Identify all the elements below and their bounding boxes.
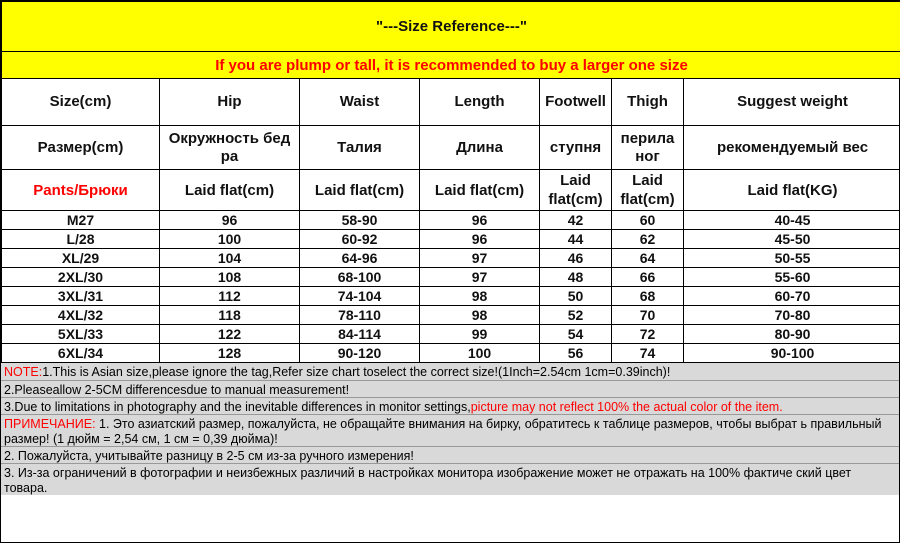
pants-label: Pants/Брюки	[2, 170, 160, 211]
chart-title: "---Size Reference---"	[2, 2, 900, 52]
value-cell: 68-100	[300, 268, 420, 287]
header-cell: Size(cm)	[2, 79, 160, 126]
header-cell: Талия	[300, 126, 420, 170]
value-cell: 62	[612, 230, 684, 249]
header-cell: Laid flat(cm)	[300, 170, 420, 211]
note-text: 2. Пожалуйста, учитывайте разницу в 2-5 см из-за ручного измерения!	[4, 449, 414, 463]
value-cell: 74-104	[300, 287, 420, 306]
note-text: 1.This is Asian size,please ignore the tag,Refer size chart toselect the correct size!(1Inch=2.54cm 1cm=0.39inch)!	[42, 365, 671, 379]
notes-section	[1, 363, 899, 495]
header-cell: Waist	[300, 79, 420, 126]
value-cell: 68	[612, 287, 684, 306]
size-cell: 3XL/31	[2, 287, 160, 306]
note-prefix: NOTE:	[4, 365, 43, 379]
value-cell: 80-90	[684, 325, 900, 344]
value-cell: 56	[540, 344, 612, 363]
value-cell: 108	[160, 268, 300, 287]
value-cell: 118	[160, 306, 300, 325]
header-cell: ступня	[540, 126, 612, 170]
size-cell: 6XL/34	[2, 344, 160, 363]
header-cell: Laid flat(cm)	[160, 170, 300, 211]
table-row	[2, 325, 900, 344]
header-cell: Laid flat(KG)	[684, 170, 900, 211]
note-highlight: picture may not reflect 100% the actual color of the item.	[470, 400, 783, 414]
value-cell: 112	[160, 287, 300, 306]
value-cell: 97	[420, 249, 540, 268]
value-cell: 44	[540, 230, 612, 249]
header-cell: Laid flat(cm)	[420, 170, 540, 211]
value-cell: 122	[160, 325, 300, 344]
header-cell: перила ног	[612, 126, 684, 170]
table-row	[2, 268, 900, 287]
value-cell: 58-90	[300, 211, 420, 230]
size-cell: 4XL/32	[2, 306, 160, 325]
header-cell: Suggest weight	[684, 79, 900, 126]
size-cell: XL/29	[2, 249, 160, 268]
value-cell: 90-120	[300, 344, 420, 363]
header-cell: Length	[420, 79, 540, 126]
header-cell: Hip	[160, 79, 300, 126]
size-cell: L/28	[2, 230, 160, 249]
value-cell: 60	[612, 211, 684, 230]
value-cell: 70	[612, 306, 684, 325]
value-cell: 90-100	[684, 344, 900, 363]
note-text: 3.Due to limitations in photography and the inevitable differences in monitor settings,	[4, 400, 471, 414]
note-4	[1, 414, 899, 446]
note-3	[1, 397, 899, 414]
header-cell: рекомендуемый вес	[684, 126, 900, 170]
note-text: 1. Это азиатский размер, пожалуйста, не обращайте внимания на бирку, обратитесь к таблице размеров, чтобы выбрат ь правильный размер! (1 дюйм = 2,54 см, 1 см = 0,39 дюйма)!	[4, 417, 882, 446]
value-cell: 48	[540, 268, 612, 287]
value-cell: 66	[612, 268, 684, 287]
value-cell: 100	[160, 230, 300, 249]
note-2	[1, 380, 899, 397]
header-cell: Размер(cm)	[2, 126, 160, 170]
value-cell: 78-110	[300, 306, 420, 325]
value-cell: 55-60	[684, 268, 900, 287]
value-cell: 40-45	[684, 211, 900, 230]
size-table	[1, 1, 900, 363]
table-row	[2, 230, 900, 249]
value-cell: 74	[612, 344, 684, 363]
note-prefix: ПРИМЕЧАНИЕ:	[4, 417, 96, 431]
header-cell: Длина	[420, 126, 540, 170]
value-cell: 97	[420, 268, 540, 287]
value-cell: 60-92	[300, 230, 420, 249]
size-warning: If you are plump or tall, it is recommended to buy a larger one size	[2, 52, 900, 79]
value-cell: 100	[420, 344, 540, 363]
header-cell: Laid flat(cm)	[540, 170, 612, 211]
header-row-ru	[2, 126, 900, 170]
note-text: 2.Pleaseallow 2-5CM differencesdue to manual measurement!	[4, 383, 350, 397]
value-cell: 42	[540, 211, 612, 230]
value-cell: 96	[160, 211, 300, 230]
value-cell: 52	[540, 306, 612, 325]
value-cell: 70-80	[684, 306, 900, 325]
note-text: 3. Из-за ограничений в фотографии и неизбежных различий в настройках монитора изображение может не отражать на 100% фактиче ский цвет товара.	[4, 466, 852, 495]
size-cell: M27	[2, 211, 160, 230]
value-cell: 99	[420, 325, 540, 344]
header-cell: Thigh	[612, 79, 684, 126]
note-1	[1, 363, 899, 380]
value-cell: 128	[160, 344, 300, 363]
value-cell: 96	[420, 211, 540, 230]
value-cell: 46	[540, 249, 612, 268]
value-cell: 50	[540, 287, 612, 306]
value-cell: 104	[160, 249, 300, 268]
table-row	[2, 249, 900, 268]
header-cell: Footwell	[540, 79, 612, 126]
table-row	[2, 306, 900, 325]
header-cell: Laid flat(cm)	[612, 170, 684, 211]
note-5	[1, 446, 899, 463]
value-cell: 72	[612, 325, 684, 344]
header-row-en	[2, 79, 900, 126]
size-cell: 5XL/33	[2, 325, 160, 344]
value-cell: 64-96	[300, 249, 420, 268]
value-cell: 96	[420, 230, 540, 249]
value-cell: 98	[420, 287, 540, 306]
value-cell: 64	[612, 249, 684, 268]
note-6	[1, 463, 899, 495]
value-cell: 54	[540, 325, 612, 344]
value-cell: 60-70	[684, 287, 900, 306]
size-cell: 2XL/30	[2, 268, 160, 287]
value-cell: 98	[420, 306, 540, 325]
value-cell: 84-114	[300, 325, 420, 344]
table-row	[2, 344, 900, 363]
header-row-units	[2, 170, 900, 211]
value-cell: 50-55	[684, 249, 900, 268]
header-cell: Окружность бед ра	[160, 126, 300, 170]
table-row	[2, 287, 900, 306]
table-row	[2, 211, 900, 230]
value-cell: 45-50	[684, 230, 900, 249]
